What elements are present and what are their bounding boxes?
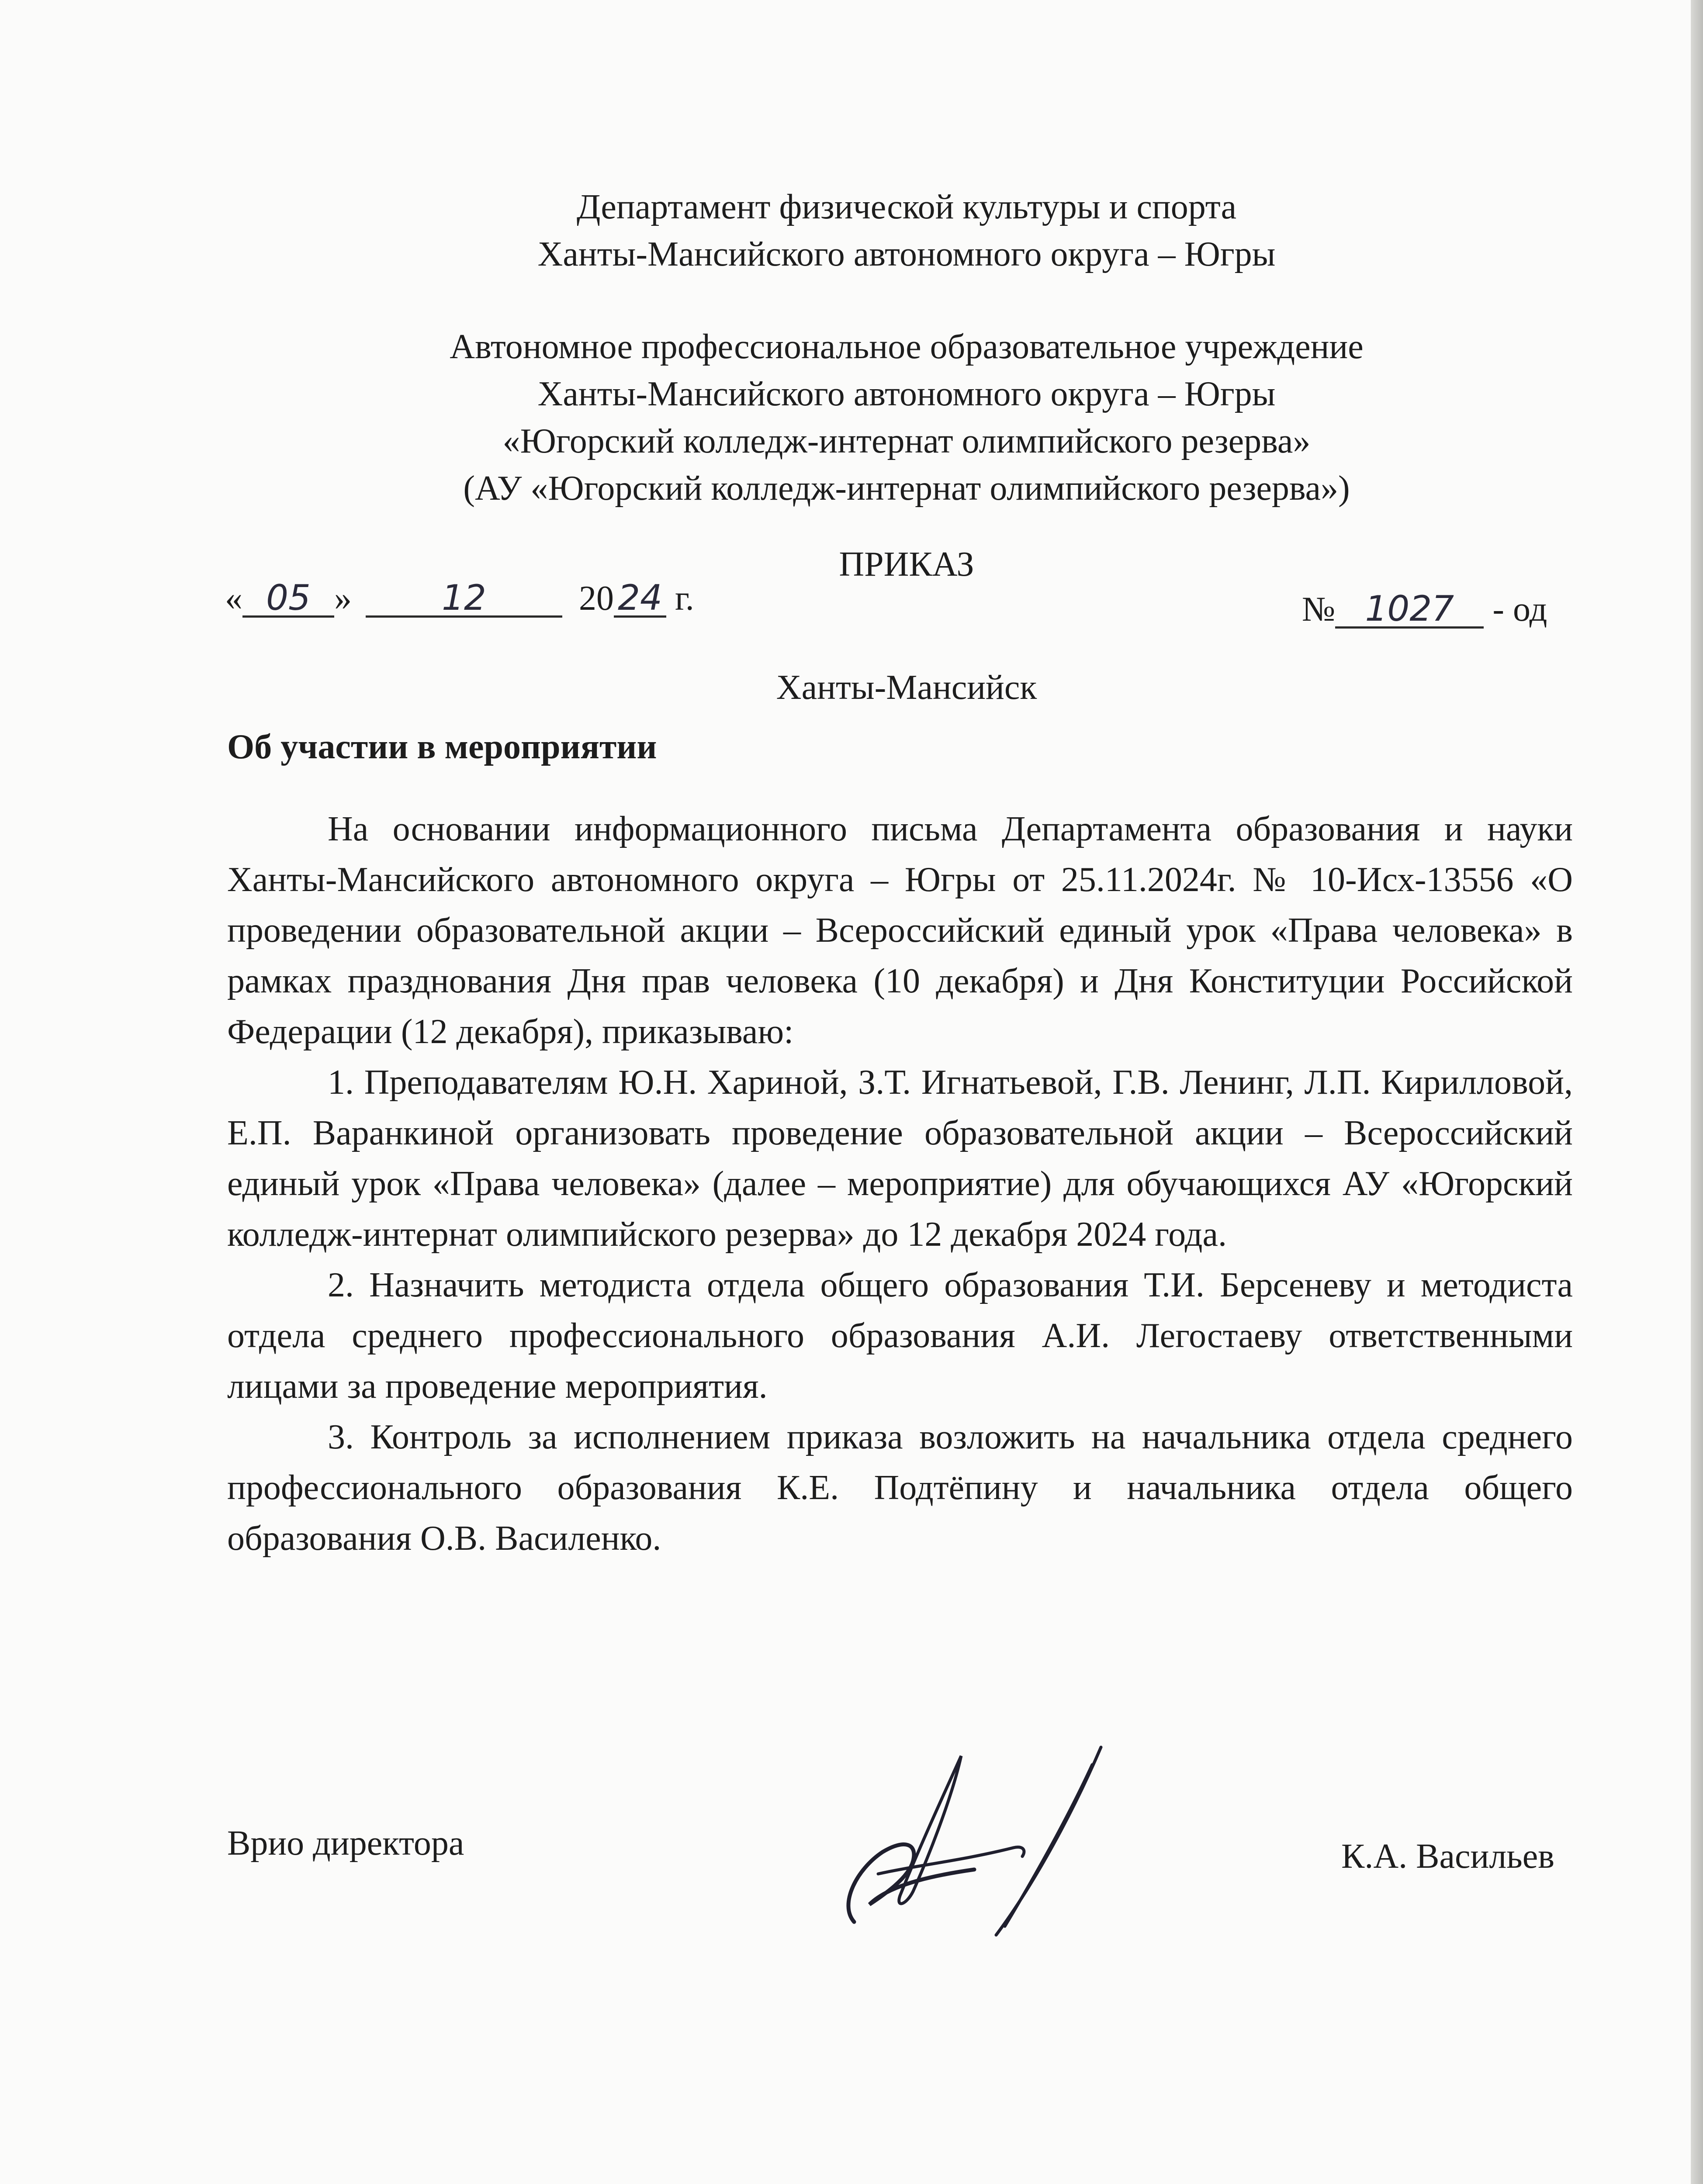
date-month-handwritten: 12 xyxy=(366,581,562,618)
date-year-abbr: г. xyxy=(675,579,694,618)
paper-edge-right xyxy=(1691,0,1703,2184)
organization-line4: (АУ «Югорский колледж-интернат олимпийского резерва») xyxy=(463,469,1350,508)
handwritten-signature xyxy=(830,1738,1136,1944)
date-day-handwritten: 05 xyxy=(242,581,334,618)
city: Ханты-Мансийск xyxy=(776,668,1037,707)
intro-paragraph: На основании информационного письма Департамента образования и науки Ханты-Мансийского автономного округа – Югры от 25.11.2024г. № 10-Исх-13556 «О проведении образовательной акции – Всероссийский единый урок «Права человека» в рамках празднования Дня прав человека (10 декабря) и Дня Конституции Российской Федерации (12 декабря), приказываю: xyxy=(227,810,1573,1051)
date-open-quote: « xyxy=(225,579,242,618)
organization-line2: Ханты-Мансийского автономного округа – Югры xyxy=(537,375,1276,413)
department-header xyxy=(218,183,1595,278)
date-year-prefix: 20 xyxy=(579,579,614,618)
organization-header xyxy=(218,323,1595,512)
order-date xyxy=(225,577,694,620)
organization-line3: «Югорский колледж-интернат олимпийского резерва» xyxy=(502,422,1311,460)
item-2: 2. Назначить методиста отдела общего образования Т.И. Берсеневу и методиста отдела среднего профессионального образования А.И. Легостаеву ответственными лицами за проведение мероприятия. xyxy=(227,1266,1573,1406)
signatory-name: К.А. Васильев xyxy=(1341,1837,1555,1876)
department-name-line1: Департамент физической культуры и спорта xyxy=(576,188,1237,226)
number-label: № xyxy=(1302,590,1336,629)
department-name-line2: Ханты-Мансийского автономного округа – Югры xyxy=(537,235,1276,273)
item-3: 3. Контроль за исполнением приказа возложить на начальника отдела среднего профессионального образования К.Е. Подтёпину и начальника отдела общего образования О.В. Василенко. xyxy=(227,1418,1573,1558)
date-close-quote: » xyxy=(334,579,352,618)
order-body xyxy=(227,804,1573,1564)
number-suffix: - од xyxy=(1492,590,1547,629)
date-year-handwritten: 24 xyxy=(614,581,666,618)
order-subject: Об участии в мероприятии xyxy=(227,728,657,766)
order-number xyxy=(1302,587,1547,631)
signatory-position: Врио директора xyxy=(227,1824,464,1863)
item-1: 1. Преподавателям Ю.Н. Хариной, З.Т. Игнатьевой, Г.В. Ленинг, Л.П. Кирилловой, Е.П. Варанкиной организовать проведение образовательной акции – Всероссийский единый урок «Права человека» (далее – мероприятие) для обучающихся АУ «Югорский колледж-интернат олимпийского резерва» до 12 декабря 2024 года. xyxy=(227,1063,1573,1254)
organization-line1: Автономное профессиональное образовательное учреждение xyxy=(450,328,1364,366)
number-handwritten: 1027 xyxy=(1335,591,1484,629)
order-title: ПРИКАЗ xyxy=(839,545,974,584)
